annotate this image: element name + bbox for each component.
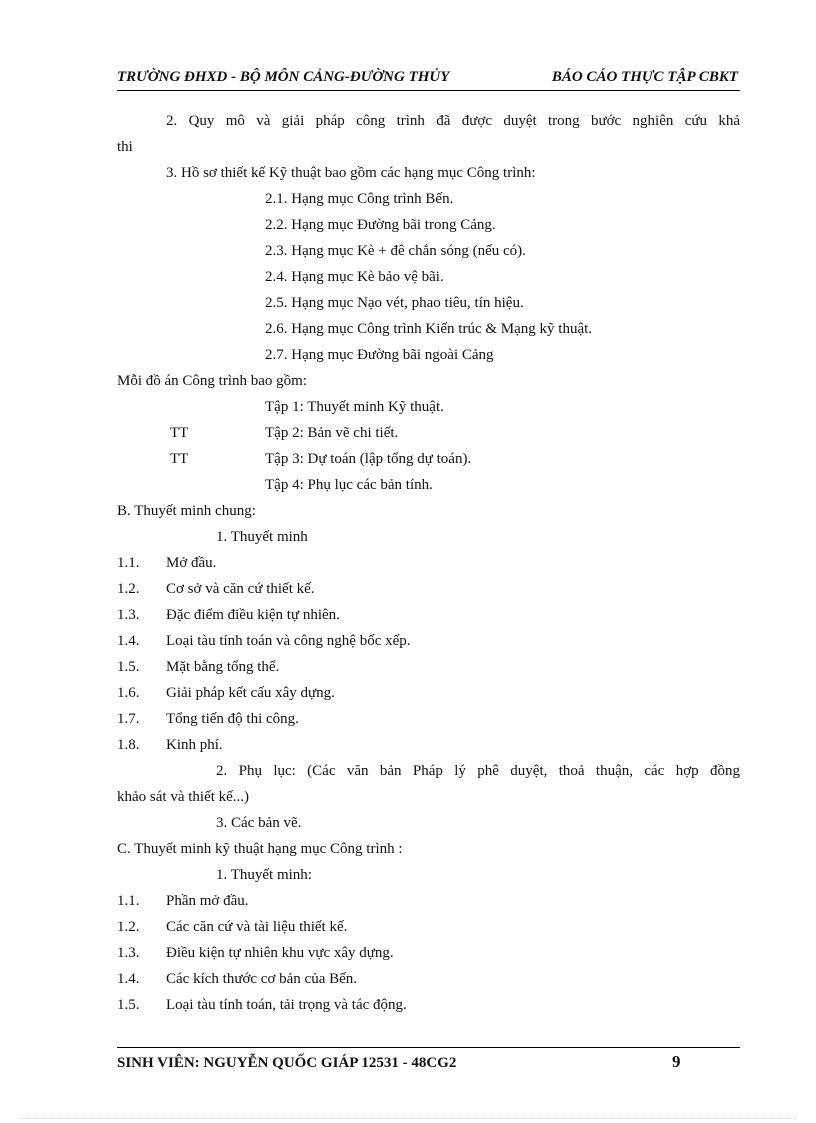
paragraph-3: 3. Hồ sơ thiết kế Kỹ thuật bao gồm các hạng mục Công trình: (166, 165, 536, 181)
list-item-number: 1.4. (117, 971, 140, 987)
list-item-text: Phần mở đầu. (166, 893, 249, 909)
list-item-text: Loại tàu tính toán, tải trọng và tác động. (166, 997, 407, 1013)
list-item (0, 580, 816, 598)
list-item-number: 1.3. (117, 607, 140, 623)
list-item-text: Cơ sở và căn cứ thiết kế. (166, 581, 315, 597)
list-item (0, 554, 816, 572)
list-item-number: 1.5. (117, 659, 140, 675)
volume-mark: TT (170, 425, 189, 441)
list-item-number: 1.1. (117, 893, 140, 909)
section-b-sub3: 3. Các bản vẽ. (216, 815, 302, 831)
volume-item: Tập 4: Phụ lục các bản tính. (265, 477, 433, 493)
list-item (0, 918, 816, 936)
list-item-number: 1.2. (117, 919, 140, 935)
list-item (0, 996, 816, 1014)
page-header (117, 68, 740, 91)
project-intro: Mỗi đồ án Công trình bao gồm: (117, 373, 307, 389)
section-c-heading: C. Thuyết minh kỹ thuật hạng mục Công trình : (117, 841, 403, 857)
volume-mark: TT (170, 451, 189, 467)
list-item-text: Tổng tiến độ thi công. (166, 711, 299, 727)
page-number: 9 (672, 1052, 681, 1071)
list-item-text: Mở đầu. (166, 555, 217, 571)
category-item: 2.1. Hạng mục Công trình Bến. (265, 191, 454, 207)
list-item (0, 658, 816, 676)
list-item-number: 1.2. (117, 581, 140, 597)
list-item-text: Đặc điểm điều kiện tự nhiên. (166, 607, 340, 623)
section-b-sub2-line1: 2. Phụ lục: (Các văn bản Pháp lý phê duyệt, thoả thuận, các hợp đồng (216, 763, 740, 779)
page-bottom-border (20, 1118, 796, 1119)
footer-divider (117, 1047, 740, 1048)
list-item (0, 736, 816, 754)
category-item: 2.6. Hạng mục Công trình Kiến trúc & Mạng kỹ thuật. (265, 321, 593, 337)
footer-student-info: SINH VIÊN: NGUYỄN QUỐC GIÁP 12531 - 48CG2 (117, 1055, 457, 1071)
list-item-text: Các kích thước cơ bản của Bến. (166, 971, 358, 987)
volume-item: Tập 3: Dự toán (lập tổng dự toán). (265, 451, 472, 467)
list-item-text: Điều kiện tự nhiên khu vực xây dựng. (166, 945, 394, 961)
list-item-number: 1.8. (117, 737, 140, 753)
list-item-text: Các căn cứ và tài liệu thiết kế. (166, 919, 348, 935)
category-item: 2.5. Hạng mục Nạo vét, phao tiêu, tín hiệu. (265, 295, 524, 311)
list-item-text: Loại tàu tính toán và công nghệ bốc xếp. (166, 633, 411, 649)
volume-item: Tập 2: Bản vẽ chi tiết. (265, 425, 399, 441)
header-report-title: BÁO CÁO THỰC TẬP CBKT (551, 69, 738, 85)
volume-item: Tập 1: Thuyết minh Kỹ thuật. (265, 399, 444, 415)
list-item-number: 1.5. (117, 997, 140, 1013)
section-b-sub2-line2: khảo sát và thiết kế...) (117, 789, 250, 805)
paragraph-2-line1: 2. Quy mô và giải pháp công trình đã được duyệt trong bước nghiên cứu khả (166, 113, 740, 129)
list-item (0, 684, 816, 702)
paragraph-2-line2: thi (117, 139, 133, 155)
list-item-text: Kinh phí. (166, 737, 223, 753)
list-item (0, 632, 816, 650)
list-item-text: Giải pháp kết cấu xây dựng. (166, 685, 335, 701)
list-item (0, 944, 816, 962)
list-item-number: 1.6. (117, 685, 140, 701)
list-item (0, 892, 816, 910)
list-item-text: Mặt bằng tổng thể. (166, 659, 280, 675)
list-item-number: 1.4. (117, 633, 140, 649)
section-b-sub1: 1. Thuyết minh (216, 529, 308, 545)
list-item (0, 710, 816, 728)
category-item: 2.2. Hạng mục Đường bãi trong Cảng. (265, 217, 496, 233)
list-item-number: 1.3. (117, 945, 140, 961)
section-c-sub1: 1. Thuyết minh: (216, 867, 312, 883)
category-item: 2.3. Hạng mục Kè + đê chắn sóng (nếu có). (265, 243, 526, 259)
category-item: 2.4. Hạng mục Kè bảo vệ bãi. (265, 269, 444, 285)
header-school: TRƯỜNG ĐHXD - BỘ MÔN CẢNG-ĐƯỜNG THỦY (117, 69, 450, 85)
category-item: 2.7. Hạng mục Đường bãi ngoài Cảng (265, 347, 494, 363)
list-item-number: 1.7. (117, 711, 140, 727)
list-item (0, 606, 816, 624)
section-b-heading: B. Thuyết minh chung: (117, 503, 256, 519)
list-item (0, 970, 816, 988)
list-item-number: 1.1. (117, 555, 140, 571)
